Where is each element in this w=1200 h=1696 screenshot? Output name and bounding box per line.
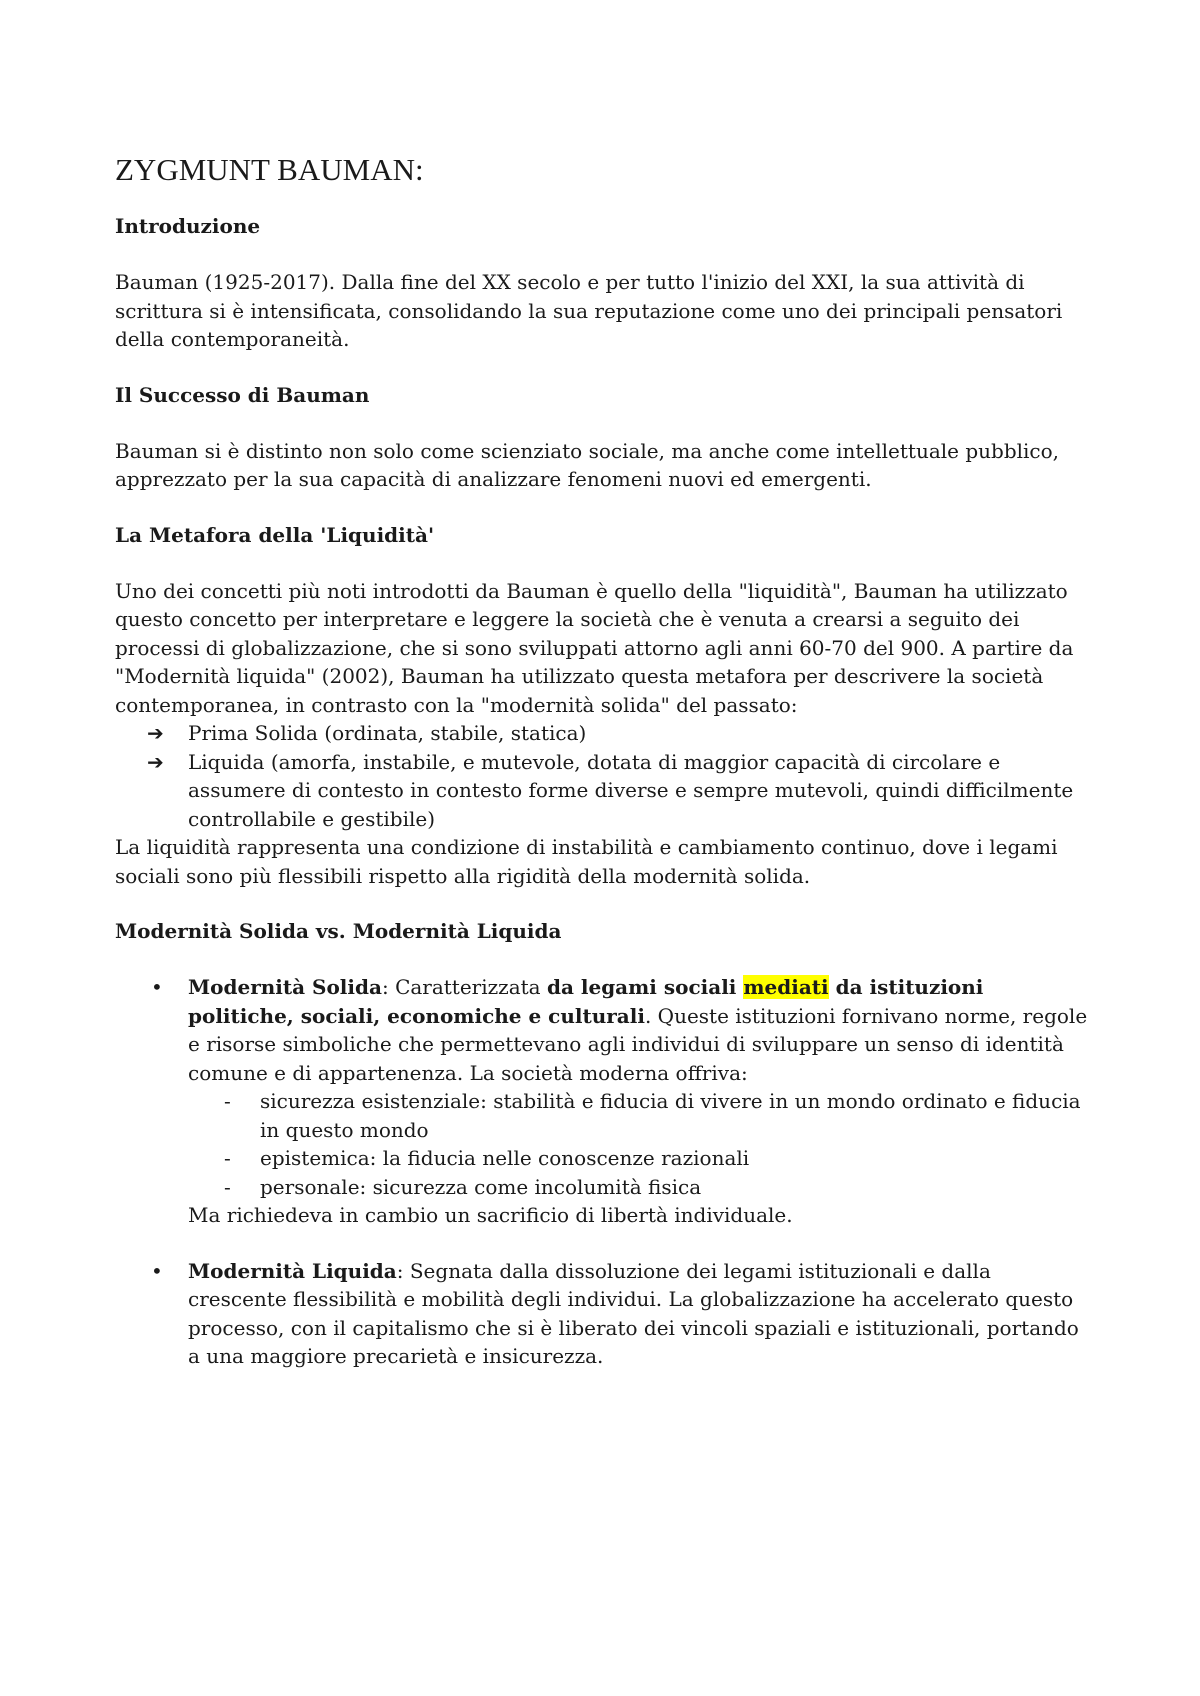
term-liquida: Modernità Liquida xyxy=(188,1258,397,1283)
closing-line: Ma richiedeva in cambio un sacrificio di libertà individuale. xyxy=(188,1203,793,1227)
list-item xyxy=(188,1144,1090,1173)
list-item xyxy=(188,1087,1090,1144)
heading-confronto: Modernità Solida vs. Modernità Liquida xyxy=(115,919,562,943)
bullet-icon: • xyxy=(151,1258,163,1283)
paragraph-introduzione: Bauman (1925-2017). Dalla fine del XX secolo e per tutto l'inizio del XXI, la sua attività di scrittura si è intensificata, consolidando la sua reputazione come uno dei principali pensatori della contemporaneità. xyxy=(115,270,1063,351)
list-item-text: Liquida (amorfa, instabile, e mutevole, dotata di maggior capacità di circolare e assumere di contesto in contesto forme diverse e sempre mutevoli, quindi difficilmente controllabile e gestibile) xyxy=(188,749,1074,831)
arrow-icon: ➔ xyxy=(147,749,164,774)
list-item-text: Prima Solida (ordinata, stabile, statica) xyxy=(188,721,587,745)
dash-icon: - xyxy=(224,1089,231,1113)
dash-icon: - xyxy=(224,1146,231,1170)
dash-list xyxy=(188,1087,1090,1201)
list-item xyxy=(115,719,1090,748)
list-item-text: sicurezza esistenziale: stabilità e fiducia di vivere in un mondo ordinato e fiducia in questo mondo xyxy=(260,1089,1081,1142)
paragraph-successo: Bauman si è distinto non solo come scienziato sociale, ma anche come intellettuale pubblico, apprezzato per la sua capacità di analizzare fenomeni nuovi ed emergenti. xyxy=(115,438,1060,491)
bullet-modernita-solida xyxy=(115,973,1090,1230)
list-item xyxy=(188,1173,1090,1202)
list-item-text: personale: sicurezza come incolumità fisica xyxy=(260,1174,702,1199)
paragraph-metafora: Uno dei concetti più noti introdotti da Bauman è quello della "liquidità", Bauman ha utilizzato questo concetto per interpretare e leggere la società che è venuta a crearsi a seguito dei processi di globalizzazione, che si sono sviluppati attorno agli anni 60-70 del 900. A partire da "Modernità liquida" (2002), Bauman ha utilizzato questa metafora per descrivere la società contemporanea, in contrasto con la "modernità solida" del passato: xyxy=(115,578,1074,717)
list-item xyxy=(115,748,1090,834)
arrow-icon: ➔ xyxy=(147,721,164,745)
term-solida: Modernità Solida xyxy=(188,975,382,999)
bullet-icon: • xyxy=(151,975,163,999)
paragraph-liquidita: La liquidità rappresenta una condizione di instabilità e cambiamento continuo, dove i legami sociali sono più flessibili rispetto alla rigidità della modernità solida. xyxy=(115,835,1058,888)
bullet-modernita-liquida xyxy=(115,1257,1090,1371)
heading-introduzione: Introduzione xyxy=(115,214,261,238)
heading-metafora: La Metafora della 'Liquidità' xyxy=(115,522,435,547)
bullet-text: Modernità Liquida: Segnata dalla dissoluzione dei legami istituzionali e dalla crescente flessibilità e mobilità degli individui. La globalizzazione ha accelerato questo processo, con il capitalismo che si è liberato dei vincoli spaziali e istituzionali, portando a una maggiore precarietà e insicurezza. xyxy=(188,1258,1079,1368)
highlighted-word: mediati xyxy=(743,975,829,999)
heading-successo: Il Successo di Bauman xyxy=(115,382,370,407)
arrow-list xyxy=(115,719,1090,833)
bullet-text: Modernità Solida: Caratterizzata da legami sociali mediati da istituzioni politiche, sociali, economiche e culturali. Queste istituzioni fornivano norme, regole e risorse simboliche che permettevano agli individui di sviluppare un senso di identità comune e di appartenenza. La società moderna offriva: xyxy=(188,975,1088,1085)
dash-icon: - xyxy=(224,1174,231,1199)
list-item-text: epistemica: la fiducia nelle conoscenze razionali xyxy=(260,1146,750,1170)
document-body xyxy=(115,140,1090,1398)
document-title: ZYGMUNT BAUMAN: xyxy=(115,152,424,187)
